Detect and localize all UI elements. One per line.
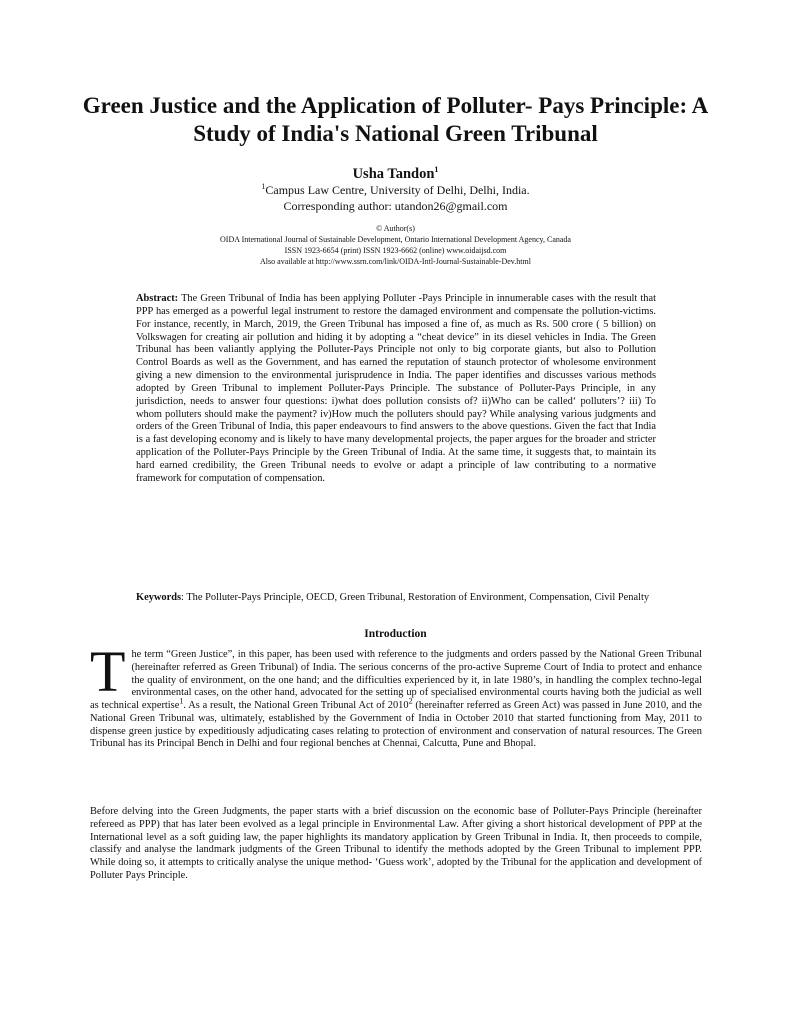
journal-ssrn-link[interactable]: Also available at http://www.ssrn.com/link/OIDA-Intl-Journal-Sustainable-Dev.html: [260, 257, 531, 266]
introduction-paragraph-1: [90, 639, 702, 751]
abstract-label: Abstract:: [136, 293, 179, 304]
intro-text-1: he term “Green Justice”, in this paper, has been used with reference to the judgments and orders passed by the National Green Tribunal (hereinafter referred as Green Tribunal) of India. The serious concerns of the pro-active Supreme Court of India to protect and enhance the quality of environment, on the one hand; and the difficulties experienced by it, in late 1980’s, in handling the complex techno-legal environmental cases, on the other hand, advocated for the setting up of specialised environmental courts having both the judicial as well as technical expertise: [90, 649, 702, 711]
intro-text-2: . As a result, the National Green Tribunal Act of 2010: [183, 700, 409, 711]
affiliation-marker: 1: [261, 182, 266, 191]
footnote-marker-2[interactable]: 2: [408, 696, 413, 706]
author-affiliation-marker: 1: [434, 165, 439, 175]
paper-title: Green Justice and the Application of Polluter- Pays Principle: A Study of India's National Green Tribunal: [82, 93, 709, 146]
journal-name: OIDA International Journal of Sustainable Development, Ontario International Development Agency, Canada: [220, 235, 571, 244]
keywords: [136, 592, 656, 605]
keywords-text: : The Polluter-Pays Principle, OECD, Green Tribunal, Restoration of Environment, Compensation, Civil Penalty: [181, 592, 650, 603]
introduction-paragraph-2: Before delving into the Green Judgments, the paper starts with a brief discussion on the economic base of Polluter-Pays Principle (hereinafter refereed as PPP) that has later been evolved as a legal principle in Environmental Law. After giving a short historical development of PPP at the International level as a soft guiding law, the paper highlights its mandatory application by Green Tribunal in India. It, then proceeds to compile, classify and analyse the landmark judgments of the Green Tribunal to identify the methods adopted by the Green Tribunal to implement PPP. While doing so, it attempts to critically analyse the unique method- ‘Guess work’, adopted by the Tribunal for the application and development of Polluter Pays Principle.: [90, 806, 702, 881]
introduction-heading: Introduction: [364, 628, 427, 640]
author-affiliation: [0, 183, 791, 198]
drop-cap: T: [90, 639, 126, 704]
affiliation-text: Campus Law Centre, University of Delhi, Delhi, India.: [265, 183, 530, 197]
journal-issn: ISSN 1923-6654 (print) ISSN 1923-6662 (online) www.oidaijsd.com: [284, 246, 507, 255]
corresponding-author: Corresponding author: utandon26@gmail.com: [283, 199, 508, 213]
footnote-marker-1[interactable]: 1: [179, 696, 184, 706]
abstract: [136, 293, 656, 486]
author-name-text: Usha Tandon: [352, 166, 435, 182]
keywords-label: Keywords: [136, 592, 182, 603]
copyright-notice: © Author(s): [376, 224, 415, 233]
abstract-text: The Green Tribunal of India has been applying Polluter -Pays Principle in innumerable cases with the result that PPP has emerged as a powerful legal instrument to restore the damaged environment and compensate the pollution-victims. For instance, recently, in March, 2019, the Green Tribunal has imposed a fine of, as much as Rs. 500 crore ( 5 billion) on Volkswagen for creating air pollution and hiding it by adopting a “cheat device” in its diesel vehicles in India. The Green Tribunal has been valiantly applying the Polluter-Pays Principle not only to big corporate giants, but also to Pollution Control Boards as well as the Government, and has earned the reputation of staunch protector of wholesome environment giving a new dimension to the environmental jurisprudence in India. The paper identifies and discusses various methods adopted by Green Tribunal to implement Polluter-Pays Principle. The substance of Polluter-Pays Principle, in any jurisdiction, needs to answer four questions: i)what does pollution consists of? ii)Who can be called‘ polluters’? iii) To whom polluters should make the payment? iv)How much the polluters should pay? While analysing various judgments and orders of the Green Tribunal of India, this paper endeavours to find answers to the above questions. Given the fact that India is a fast developing economy and is likely to have many developmental projects, the paper argues for the broader and stricter application of the Polluter-Pays Principle by the Green Tribunal of India. At the same time, it suggests that, to maintain its hard earned credibility, the Green Tribunal needs to evolve or adapt a principle of law contributing to a normative framework for computation of compensation.: [136, 293, 656, 484]
intro-text-3: (hereinafter referred as Green Act) was passed in June 2010, and the National Green Tribunal was, ultimately, established by the Government of India in October 2010 that started functioning from May, 2011 to dispense green justice by expeditiously adjudicating cases relating to protection of environment and conservation of natural resources. The Green Tribunal has its Principal Bench in Delhi and four regional benches at Chennai, Calcutta, Pune and Bhopal.: [90, 700, 702, 750]
author-name: [0, 165, 791, 183]
